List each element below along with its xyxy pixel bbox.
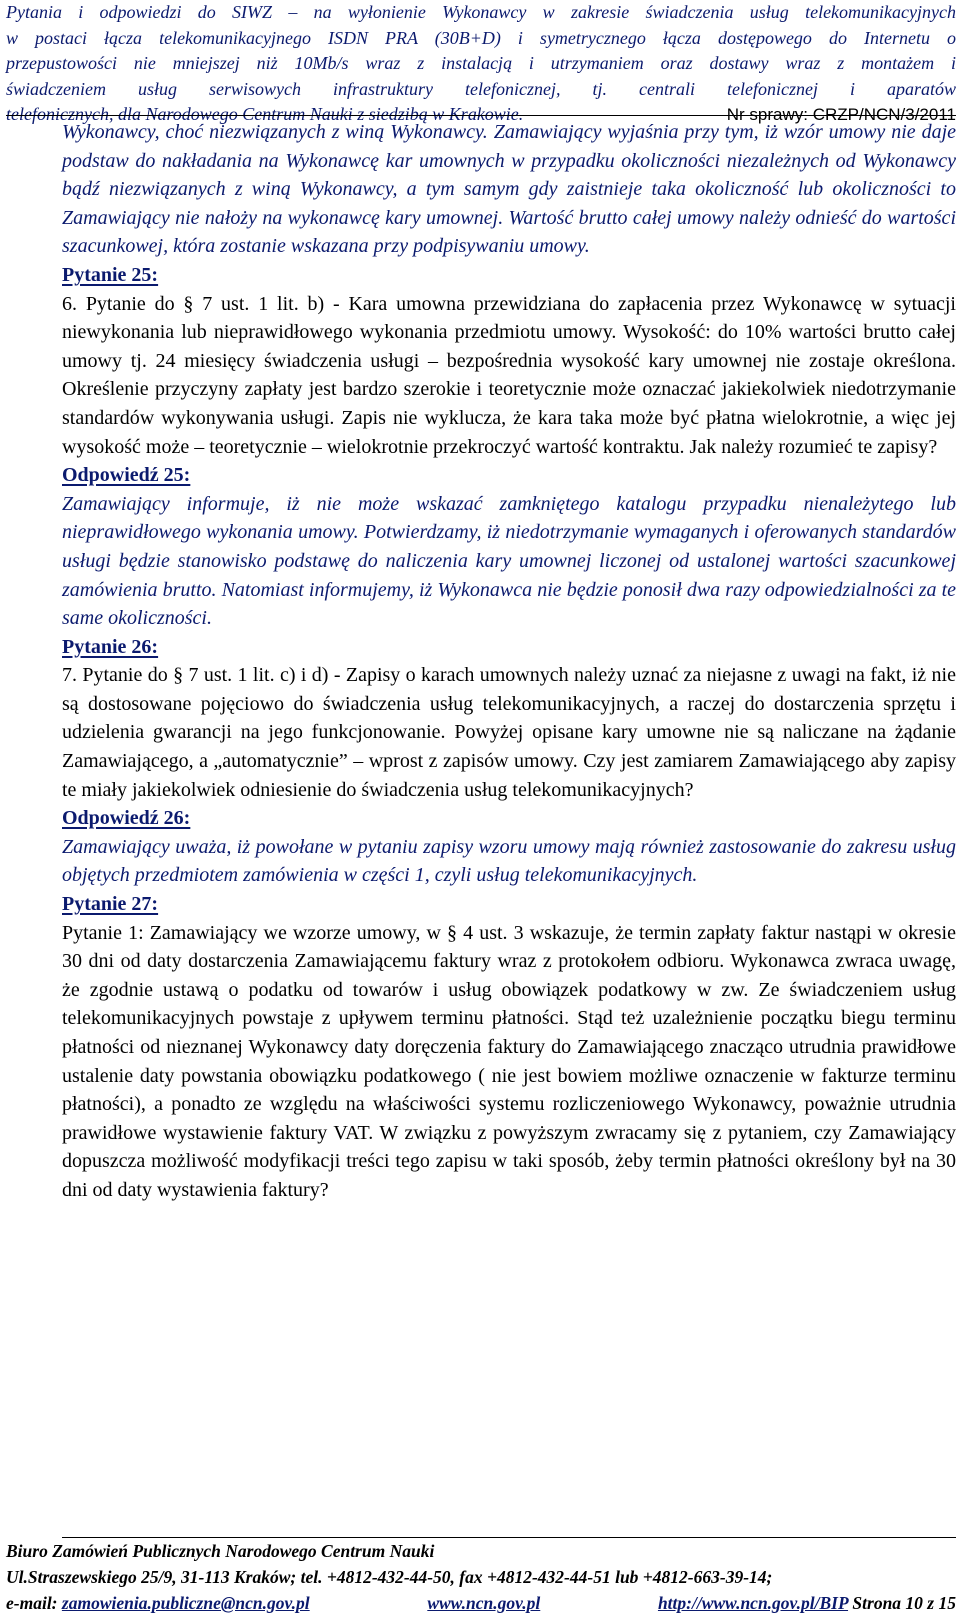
question-26-label: Pytanie 26: [62,635,159,658]
page-header [6,0,956,128]
answer-26-text: Zamawiający uważa, iż powołane w pytaniu zapisy wzoru umowy mają również zastosowanie do zakresu usług objętych przedmiotem zamówienia w części 1, czyli usług telekomunikacyjnych. [62,835,956,887]
footer-bip-group [658,1590,956,1616]
footer-org: Biuro Zamówień Publicznych Narodowego Centrum Nauki [6,1541,435,1561]
question-25-label: Pytanie 25: [62,263,159,286]
page-number: Strona 10 z 15 [852,1593,956,1613]
document-body [62,118,956,1205]
www-link[interactable]: www.ncn.gov.pl [427,1593,541,1613]
answer-24-continuation: Wykonawcy, choć niezwiązanych z winą Wykonawcy. Zamawiający wyjaśnia przy tym, iż wzór umowy nie daje podstaw do nakładania na Wykonawcę kar umownych w przypadku okoliczności niezależnych od Wykonawcy bądź niezwiązanych z winą Wykonawcy, a tym samym gdy zaistnieje taka okoliczność lub okoliczności to Zamawiający nie nałoży na wykonawcę kary umownej. Wartość brutto całej umowy należy odnieść do wartości szacunkowej, która zostanie wskazana przy podpisywaniu umowy. [62,121,956,258]
header-line-3: przepustowości nie mniejszej niż 10Mb/s wraz z instalacją i utrzymaniem oraz dostawy wraz z montażem i [6,53,956,73]
footer-contacts [6,1590,956,1616]
header-line-2: w postaci łącza telekomunikacyjnego ISDN PRA (30B+D) i symetrycznego łącza dostępowego do Internetu o [6,27,956,48]
question-27-text: Pytanie 1: Zamawiający we wzorze umowy, w § 4 ust. 3 wskazuje, że termin zapłaty faktur nastąpi w okresie 30 dni od daty dostarczenia Zamawiającemu faktury wraz z protokołem odbioru. Wykonawca zwraca uwagę, że zgodnie ustawą o podatku od towarów i usług obowiązek podatkowy w zw. Ze świadczeniem usług telekomunikacyjnych powstaje z upływem terminu płatności. Stąd też uzależnienie początku biegu terminu płatności od nieznanej Wykonawcy daty doręczenia faktury do Zamawiającego znacząco utrudnia prawidłowe ustalenie daty powstania obowiązku podatkowego ( nie jest bowiem możliwe oznaczenie w fakturze terminu płatności), a ponadto ze względu na właściwości systemu rozliczeniowego Wykonawcy, poważnie utrudnia prawidłowe wystawienie faktury VAT. W związku z powyższym zwracamy się z pytaniem, czy Zamawiający dopuszcza możliwość modyfikacji treści tego zapisu w taki sposób, żeby termin płatności określony był na 30 dni od daty wystawienia faktury? [62,921,956,1201]
answer-25-text: Zamawiający informuje, iż nie może wskazać zamkniętego katalogu przypadku nienależytego lub nieprawidłowego wykonania umowy. Potwierdzamy, iż niedotrzymanie wymaganych i oferowanych standardów usługi będzie stanowisko podstawę do naliczenia kary umownej liczonej od ustalonej wartości szacunkowej zamówienia brutto. Natomiast informujemy, iż Wykonawca nie będzie ponosił dwa razy odpowiedzialności za te same okoliczności. [62,492,956,630]
case-number: Nr sprawy: CRZP/NCN/3/2011 [726,105,956,124]
header-line-4: świadczeniem usług serwisowych infrastruktury telefonicznej, tj. centrali telefonicznej i aparatów [6,78,956,99]
question-27-label: Pytanie 27: [62,893,159,916]
question-26-text: 7. Pytanie do § 7 ust. 1 lit. c) i d) - Zapisy o karach umownych należy uznać za niejasne z uwagi na fakt, iż nie są dostosowane pojęciowo do świadczenia usług telekomunikacyjnych, a raczej do dostarczenia sprzętu i udzielenia gwarancji na jego funkcjonowanie. Powyżej opisane kary umowne nie są naliczane na żądanie Zamawiającego, a „automatycznie” – wprost z zapisów umowy. Czy jest zamiarem Zamawiającego aby zapisy te miały jakiekolwiek odniesienie do świadczenia usług telekomunikacyjnych? [62,664,956,801]
header-line-5-text: telefonicznych, dla Narodowego Centrum Nauki z siedzibą w Krakowie. [6,104,524,124]
answer-26-label: Odpowiedź 26: [62,807,191,830]
question-25-text: 6. Pytanie do § 7 ust. 1 lit. b) - Kara umowna przewidziana do zapłacenia przez Wykonawcę w sytuacji niewykonania lub nieprawidłowego wykonania przedmiotu umowy. Wysokość: do 10% wartości brutto całej umowy tj. 24 miesięcy świadczenia usługi – bezpośrednia wysokość kary umownej nie zostaje określona. Określenie przyczyny zapłaty jest bardzo szerokie i teoretycznie może oznaczać jakiekolwiek niedotrzymanie standardów wykonywania usługi. Zapis nie wyklucza, że kara taka może być płatna wielokrotnie, a więc jej wysokość może – teoretycznie – wielokrotnie przekroczyć wartość kontraktu. Jak należy rozumieć te zapisy? [62,292,956,458]
header-divider [6,115,956,116]
header-line-1: Pytania i odpowiedzi do SIWZ – na wyłonienie Wykonawcy w zakresie świadczenia usług telekomunikacyjnych [6,2,956,22]
bip-link[interactable]: http://www.ncn.gov.pl/BIP [657,1593,849,1613]
footer-email-group [6,1590,310,1616]
answer-25-label: Odpowiedź 25: [62,464,191,487]
email-label: e-mail: [6,1593,58,1613]
email-link[interactable]: zamowienia.publiczne@ncn.gov.pl [61,1593,310,1613]
footer-address: Ul.Straszewskiego 25/9, 31-113 Kraków; tel. +4812-432-44-50, fax +4812-432-44-51 lub +4812-663-39-14; [6,1567,773,1587]
page-footer [6,1538,956,1616]
